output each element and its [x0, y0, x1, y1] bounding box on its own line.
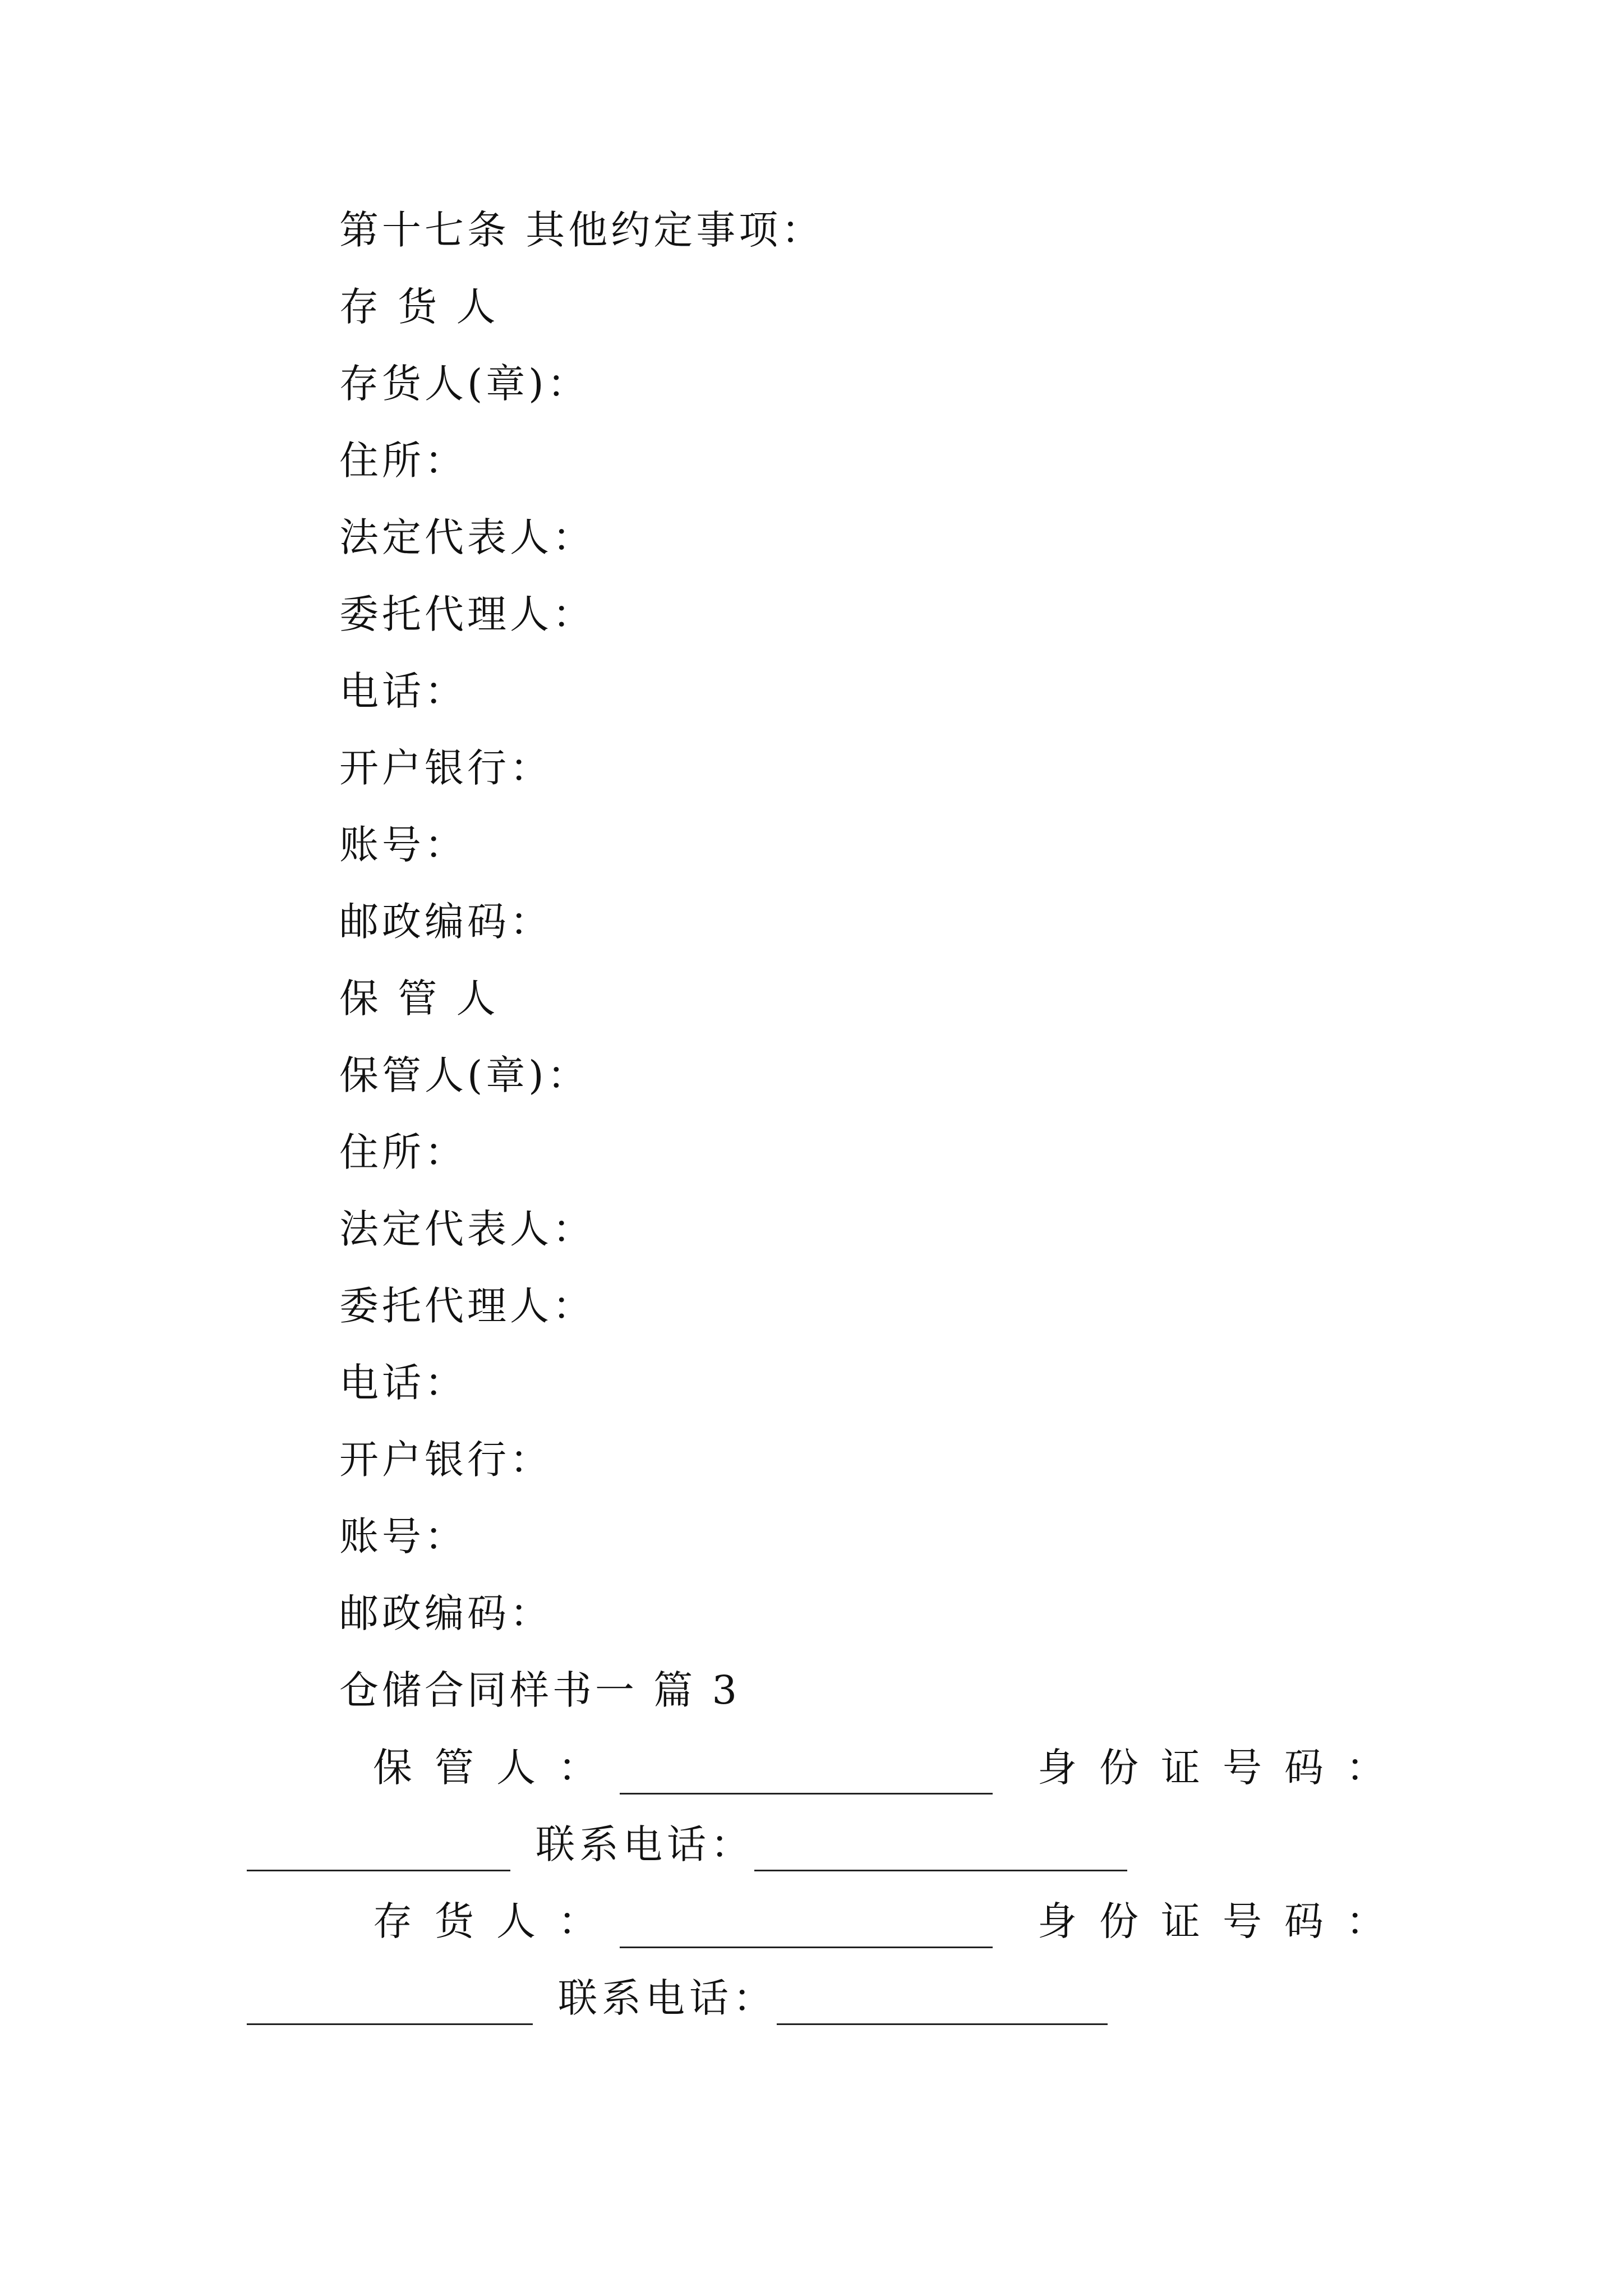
clause-17-heading: 第十七条 其他约定事项：	[339, 207, 824, 253]
keeper-address-label: 住所：	[339, 1129, 467, 1175]
depositor-id-blank[interactable]	[247, 2023, 533, 2025]
depositor-id-label: 身份证号码：	[1038, 1898, 1408, 1944]
keeper-account-label: 账号：	[339, 1513, 467, 1559]
keeper-bank-label: 开户银行：	[339, 1437, 552, 1483]
keeper-name-label: 保管人：	[373, 1745, 620, 1791]
depositor-phone-blank[interactable]	[777, 2023, 1108, 2025]
depositor-phone-label: 电话：	[339, 668, 467, 714]
keeper-id-blank[interactable]	[247, 1870, 510, 1871]
keeper-agent-label: 委托代理人：	[339, 1283, 595, 1329]
depositor-phone-field-label: 联系电话：	[558, 1975, 777, 2021]
depositor-legal-rep-label: 法定代表人：	[339, 514, 595, 560]
keeper-id-label: 身份证号码：	[1038, 1745, 1408, 1791]
depositor-address-label: 住所：	[339, 438, 467, 484]
depositor-name-label: 存货人：	[373, 1898, 620, 1944]
depositor-seal-label: 存货人(章)：	[339, 361, 590, 407]
depositor-postcode-label: 邮政编码：	[339, 899, 552, 945]
keeper-phone-label: 电话：	[339, 1360, 467, 1406]
depositor-bank-label: 开户银行：	[339, 745, 552, 791]
keeper-seal-label: 保管人(章)：	[339, 1052, 590, 1098]
depositor-agent-label: 委托代理人：	[339, 591, 595, 637]
section-title: 仓储合同样书一 篇 3	[339, 1667, 741, 1713]
depositor-account-label: 账号：	[339, 822, 467, 868]
depositor-section-heading: 存 货 人	[339, 284, 499, 330]
keeper-section-heading: 保 管 人	[339, 976, 499, 1022]
keeper-phone-field-label: 联系电话：	[536, 1821, 754, 1867]
keeper-phone-blank[interactable]	[754, 1870, 1127, 1871]
keeper-postcode-label: 邮政编码：	[339, 1590, 552, 1636]
keeper-legal-rep-label: 法定代表人：	[339, 1206, 595, 1252]
keeper-name-blank[interactable]	[620, 1793, 993, 1795]
depositor-name-blank[interactable]	[620, 1947, 993, 1948]
